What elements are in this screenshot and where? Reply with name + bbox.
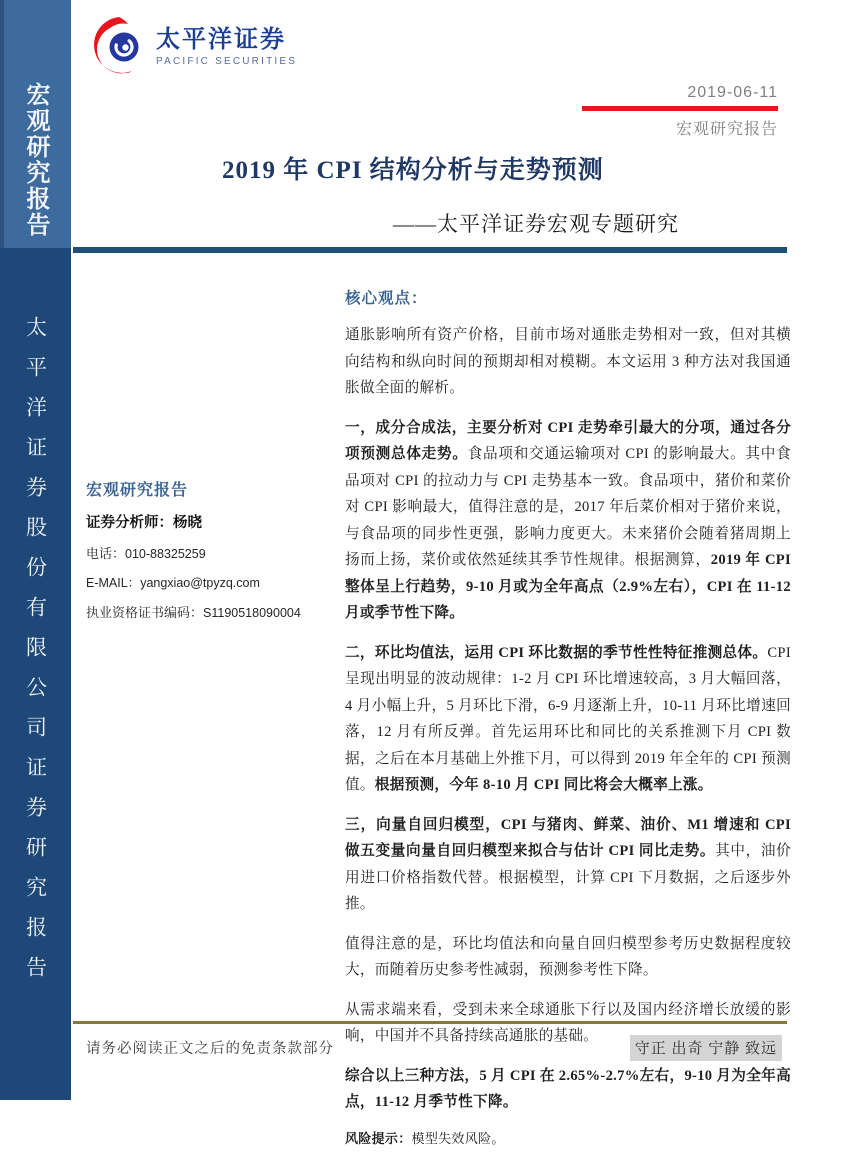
- phone-label: 电话：: [86, 546, 126, 561]
- footer-disclaimer: 请务必阅读正文之后的免责条款部分: [86, 1041, 334, 1057]
- page-title: 2019 年 CPI 结构分析与走势预测: [222, 157, 604, 184]
- email-label: E-MAIL：: [86, 576, 141, 590]
- sidebar-bottom-band: [0, 248, 71, 1100]
- body-paragraph: 二，环比均值法，运用 CPI 环比数据的季节性性特征推测总体。CPI 呈现出明显的波动规律：1-2 月 CPI 环比增速较高，3 月大幅回落，4 月小幅上升，5 月环比下滑，6-9 月逐渐上升，10-11 月环比增速回落，12 月有所反弹。首先运用环比和同比的关系推测下月 CPI 数据，之后在本月基础上外推下月，可以得到 2019 年全年的 CPI 预测值。根据预测，今年 8-10 月 CPI 同比将会大概率上涨。: [345, 644, 791, 793]
- body-paragraph: 三，向量自回归模型，CPI 与猪肉、鲜菜、油价、M1 增速和 CPI 做五变量向量自回归模型来拟合与估计 CPI 同比走势。其中，油价用进口价格指数代替。根据模型，计算 CPI 下月数据，之后逐步外推。: [345, 816, 791, 912]
- analyst-phone: [86, 543, 342, 562]
- license-value: S1190518090004: [203, 606, 301, 620]
- body-paragraphs: [345, 322, 791, 1149]
- report-date: 2019-06-11: [687, 84, 778, 101]
- core-views-heading: 核心观点：: [345, 290, 428, 307]
- sidebar: [0, 0, 71, 1100]
- body-paragraph: 通胀影响所有资产价格，目前市场对通胀走势相对一致，但对其横向结构和纵向时间的预期却相对模糊。本文运用 3 种方法对我国通胀做全面的解析。: [345, 327, 791, 396]
- report-body: [345, 286, 791, 1162]
- red-accent-rule: [582, 106, 778, 111]
- license-label: 执业资格证书编码：: [86, 605, 204, 620]
- analyst-name: 证券分析师：杨晓: [86, 515, 202, 531]
- body-paragraph: 风险提示：模型失效风险。: [345, 1130, 505, 1146]
- analyst-email: [86, 573, 342, 591]
- logo-text-block: [156, 27, 297, 66]
- sidebar-company-label: 太平洋证券股份有限公司证券研究报告: [23, 316, 48, 996]
- sidebar-report-type-label: 宏观研究报告: [22, 82, 48, 238]
- sidebar-top-band: [0, 0, 71, 248]
- body-paragraph: 综合以上三种方法，5 月 CPI 在 2.65%-2.7%左右，9-10 月为全年高点，11-12 月季节性下降。: [345, 1067, 791, 1110]
- phone-value: 010-88325259: [125, 547, 206, 561]
- logo-text-cn: 太平洋证券: [156, 26, 286, 54]
- header-right: [582, 84, 778, 139]
- title-divider-rule: [73, 247, 787, 253]
- analyst-panel: [86, 477, 342, 621]
- footer-rule: [73, 1021, 787, 1024]
- footer-slogan: 守正 出奇 宁静 致远: [630, 1035, 782, 1061]
- logo-text-en: PACIFIC SECURITIES: [156, 55, 298, 67]
- body-paragraph: 一，成分合成法，主要分析对 CPI 走势牵引最大的分项，通过各分项预测总体走势。食品项和交通运输项对 CPI 的影响最大。其中食品项对 CPI 的拉动力与 CPI 走势基本一致。食品项中，猪价和菜价对 CPI 影响最大，值得注意的是，2017 年后菜价相对于猪价来说，与食品项的同步性更强，影响力度更大。未来猪价会随着猪周期上扬而上扬，菜价或依然延续其季节性规律。根据测算，2019 年 CPI 整体呈上行趋势，9-10 月或为全年高点（2.9%左右），CPI 在 11-12 月或季节性下降。: [345, 419, 791, 621]
- company-logo: [88, 16, 297, 78]
- report-type-label: 宏观研究报告: [675, 121, 778, 138]
- email-value: yangxiao@tpyzq.com: [140, 576, 260, 590]
- sidebar-edge-stripe: [0, 0, 4, 248]
- analyst-license: [86, 602, 342, 621]
- pacific-securities-logo-icon: [88, 16, 148, 78]
- analyst-panel-title: 宏观研究报告: [86, 482, 189, 499]
- body-paragraph: 从需求端来看，受到未来全球通胀下行以及国内经济增长放缓的影响，中国并不具备持续高通胀的基础。: [345, 1001, 791, 1044]
- body-paragraph: 值得注意的是，环比均值法和向量自回归模型参考历史数据程度较大，而随着历史参考性减弱，预测参考性下降。: [345, 935, 791, 978]
- page-subtitle: ——太平洋证券宏观专题研究: [393, 212, 679, 236]
